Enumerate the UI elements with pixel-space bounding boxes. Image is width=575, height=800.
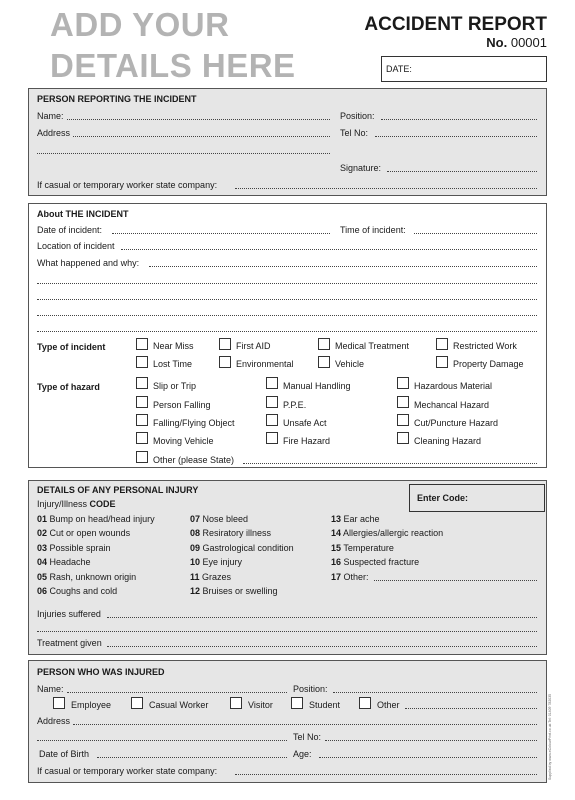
injuries-suffered-field-2[interactable] [37,631,537,632]
reporter-address-field-2[interactable] [37,153,330,154]
incident-what-field-5[interactable] [37,331,537,332]
report-number-value: 00001 [510,35,547,50]
reporter-position-field[interactable] [381,119,537,120]
checkbox-hazardous-material[interactable] [397,377,409,389]
section-title-reporting: PERSON REPORTING THE INCIDENT [37,94,197,104]
injury-code-13: 13 Ear ache [331,514,380,524]
injury-code-08: 08 Resiratory illness [190,528,272,538]
injuries-suffered-field-1[interactable] [107,617,537,618]
section-personal-injury [28,480,547,655]
checkbox-person-falling[interactable] [136,396,148,408]
option-fire-hazard: Fire Hazard [283,436,331,446]
injury-other-field[interactable] [374,580,537,581]
injury-code-17: 17 Other: [331,572,369,582]
checkbox-medical-treatment[interactable] [318,338,330,350]
checkbox-cut-puncture-hazard[interactable] [397,414,409,426]
option-unsafe-act: Unsafe Act [283,418,327,428]
reporter-signature-field[interactable] [387,171,537,172]
option-casual-worker: Casual Worker [149,700,209,710]
reporter-tel-field[interactable] [375,136,537,137]
option-person-falling: Person Falling [153,400,211,410]
option-property-damage: Property Damage [453,359,524,369]
other-role-field[interactable] [405,708,537,709]
checkbox-fire-hazard[interactable] [266,432,278,444]
checkbox-casual-worker[interactable] [131,697,143,709]
reporter-signature-label: Signature: [340,163,382,173]
injury-code-heading-bold: CODE [89,499,116,509]
incident-time-field[interactable] [414,233,537,234]
reporter-name-label: Name: [37,111,64,121]
enter-code-field[interactable] [409,484,545,512]
option-employee: Employee [71,700,112,710]
hazard-type-label: Type of hazard [37,382,100,392]
checkbox-slip-or-trip[interactable] [136,377,148,389]
injured-position-label: Position: [293,684,328,694]
injured-name-field[interactable] [67,692,287,693]
checkbox-unsafe-act[interactable] [266,414,278,426]
incident-type-label: Type of incident [37,342,106,352]
checkbox-near-miss[interactable] [136,338,148,350]
injured-casual-label: If casual or temporary worker state company: [37,766,218,776]
injured-tel-field[interactable] [325,740,537,741]
report-title: ACCIDENT REPORT [364,14,547,35]
option-near-miss: Near Miss [153,341,194,351]
checkbox-other-hazard[interactable] [136,451,148,463]
incident-what-field-1[interactable] [149,266,537,267]
option-visitor: Visitor [248,700,273,710]
injured-position-field[interactable] [333,692,537,693]
injury-code-heading-prefix: Injury/Illness [37,499,88,509]
option-medical-treatment: Medical Treatment [335,341,410,351]
reporter-name-field[interactable] [67,119,330,120]
injury-code-14: 14 Allergies/allergic reaction [331,528,444,538]
checkbox-ppe[interactable] [266,396,278,408]
checkbox-moving-vehicle[interactable] [136,432,148,444]
section-person-reporting [28,88,547,196]
supplier-side-note [548,650,558,780]
reporter-casual-field[interactable] [235,188,537,189]
incident-what-label: What happened and why: [37,258,140,268]
option-restricted-work: Restricted Work [453,341,517,351]
checkbox-cleaning-hazard[interactable] [397,432,409,444]
injured-address-label: Address [37,716,71,726]
injury-code-03: 03 Possible sprain [37,543,111,553]
reporter-address-label: Address [37,128,71,138]
injury-code-09: 09 Gastrological condition [190,543,294,553]
incident-what-field-3[interactable] [37,299,537,300]
checkbox-vehicle[interactable] [318,356,330,368]
option-first-aid: First AID [236,341,271,351]
checkbox-first-aid[interactable] [219,338,231,350]
checkbox-visitor[interactable] [230,697,242,709]
option-mechanical-hazard: Mechancal Hazard [414,400,490,410]
injuries-suffered-label: Injuries suffered [37,609,101,619]
company-logo-placeholder [50,4,310,86]
report-number [486,35,547,50]
option-slip-or-trip: Slip or Trip [153,381,197,391]
option-cleaning-hazard: Cleaning Hazard [414,436,482,446]
option-lost-time: Lost Time [153,359,193,369]
supplier-side-note-text: Supplied by www.eColourPrint.co.uk Tel: 01409 782035 [548,693,552,780]
checkbox-restricted-work[interactable] [436,338,448,350]
injured-casual-field[interactable] [235,774,537,775]
treatment-given-field[interactable] [107,646,537,647]
treatment-given-label: Treatment given [37,638,102,648]
option-vehicle: Vehicle [335,359,365,369]
section-title-incident: About THE INCIDENT [37,209,129,219]
injury-code-04: 04 Headache [37,557,91,567]
logo-line-2: DETAILS HERE [50,47,296,84]
injured-tel-label: Tel No: [293,732,322,742]
injury-code-06: 06 Coughs and cold [37,586,118,596]
injury-code-11: 11 Grazes [190,572,232,582]
date-field[interactable] [381,56,547,82]
injured-dob-field[interactable] [97,757,287,758]
incident-what-field-4[interactable] [37,315,537,316]
incident-date-field[interactable] [112,233,330,234]
date-label: DATE: [386,64,412,74]
injured-address-field-2[interactable] [37,740,287,741]
option-student: Student [309,700,341,710]
section-person-injured [28,660,547,783]
injury-code-02: 02 Cut or open wounds [37,528,131,538]
checkbox-lost-time[interactable] [136,356,148,368]
section-title-injury: DETAILS OF ANY PERSONAL INJURY [37,485,199,495]
injury-code-12: 12 Bruises or swelling [190,586,278,596]
incident-what-field-2[interactable] [37,283,537,284]
injured-dob-label: Date of Birth [39,749,90,759]
option-environmental: Environmental [236,359,294,369]
option-ppe: P.P.E. [283,400,307,410]
checkbox-employee[interactable] [53,697,65,709]
checkbox-environmental[interactable] [219,356,231,368]
incident-date-label: Date of incident: [37,225,103,235]
logo-line-1: ADD YOUR [50,6,230,43]
checkbox-manual-handling[interactable] [266,377,278,389]
option-other-hazard: Other (please State) [153,455,235,465]
injured-address-field-1[interactable] [73,724,537,725]
injured-age-label: Age: [293,749,312,759]
checkbox-falling-flying-object[interactable] [136,414,148,426]
checkbox-property-damage[interactable] [436,356,448,368]
incident-location-field[interactable] [121,249,537,250]
option-other-role: Other [377,700,400,710]
injury-code-07: 07 Nose bleed [190,514,249,524]
checkbox-student[interactable] [291,697,303,709]
reporter-tel-label: Tel No: [340,128,369,138]
option-falling-flying-object: Falling/Flying Object [153,418,235,428]
option-hazardous-material: Hazardous Material [414,381,493,391]
reporter-casual-label: If casual or temporary worker state company: [37,180,218,190]
option-cut-puncture-hazard: Cut/Puncture Hazard [414,418,499,428]
injury-code-05: 05 Rash, unknown origin [37,572,137,582]
injury-code-01: 01 Bump on head/head injury [37,514,155,524]
option-moving-vehicle: Moving Vehicle [153,436,214,446]
injury-code-10: 10 Eye injury [190,557,243,567]
section-incident [28,203,547,468]
injured-age-field[interactable] [319,757,537,758]
injury-code-16: 16 Suspected fracture [331,557,420,567]
injury-code-heading [37,499,116,509]
injury-code-15: 15 Temperature [331,543,394,553]
incident-location-label: Location of incident [37,241,115,251]
checkbox-mechanical-hazard[interactable] [397,396,409,408]
option-manual-handling: Manual Handling [283,381,351,391]
report-number-prefix: No. [486,35,508,50]
checkbox-other-role[interactable] [359,697,371,709]
section-title-injured: PERSON WHO WAS INJURED [37,667,165,677]
other-hazard-field[interactable] [243,463,537,464]
reporter-position-label: Position: [340,111,375,121]
injured-name-label: Name: [37,684,64,694]
incident-time-label: Time of incident: [340,225,406,235]
reporter-address-field-1[interactable] [73,136,330,137]
enter-code-label: Enter Code: [417,493,469,503]
